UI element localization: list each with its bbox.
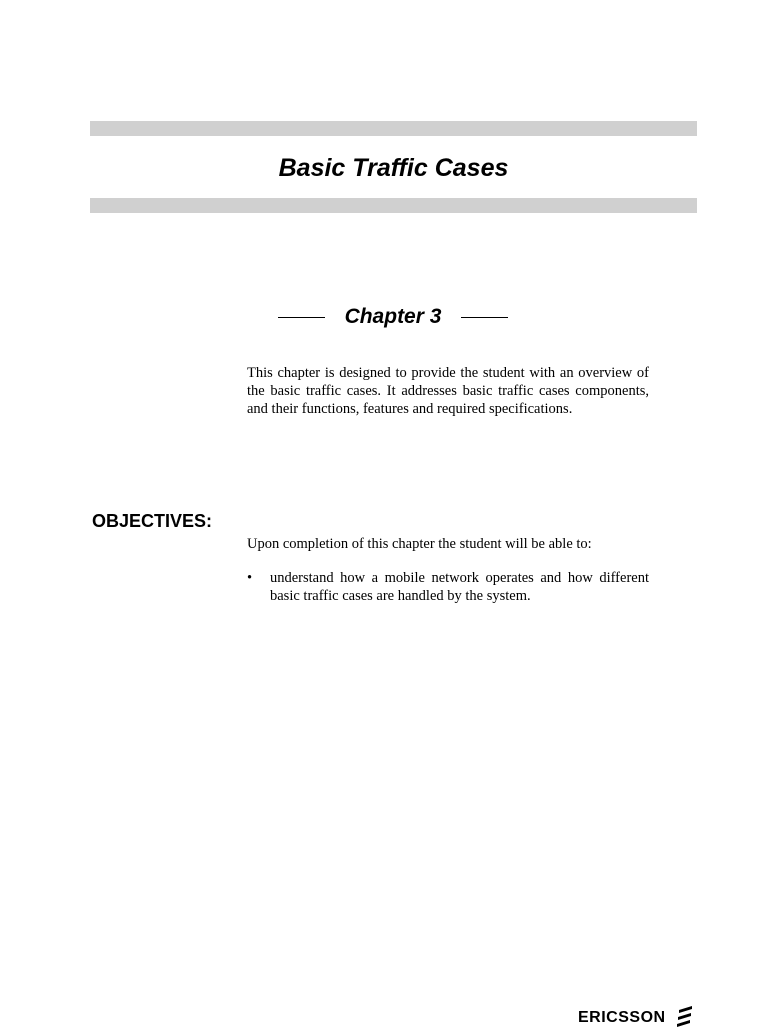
chapter-rule-right xyxy=(461,317,508,318)
ericsson-logo-icon xyxy=(676,1006,694,1028)
list-item xyxy=(247,569,649,605)
chapter-intro: This chapter is designed to provide the student with an overview of the basic traffic cases. It addresses basic traffic cases components, and their functions, features and required specifications. xyxy=(247,365,649,417)
objective-text: understand how a mobile network operates and how different basic traffic cases are handled by the system. xyxy=(270,570,649,604)
objectives-lead: Upon completion of this chapter the student will be able to: xyxy=(247,536,592,552)
logo-text: ERICSSON xyxy=(578,1009,666,1026)
title-band-bottom xyxy=(90,198,697,213)
objectives-heading: OBJECTIVES: xyxy=(92,511,213,531)
ericsson-logo xyxy=(578,1008,694,1032)
chapter-heading xyxy=(240,302,546,332)
objectives-list xyxy=(247,569,649,605)
title-band-top xyxy=(90,121,697,136)
document-title: Basic Traffic Cases xyxy=(278,154,509,182)
chapter-rule-left xyxy=(278,317,325,318)
chapter-label: Chapter 3 xyxy=(344,305,442,328)
bullet-icon: • xyxy=(247,570,253,586)
